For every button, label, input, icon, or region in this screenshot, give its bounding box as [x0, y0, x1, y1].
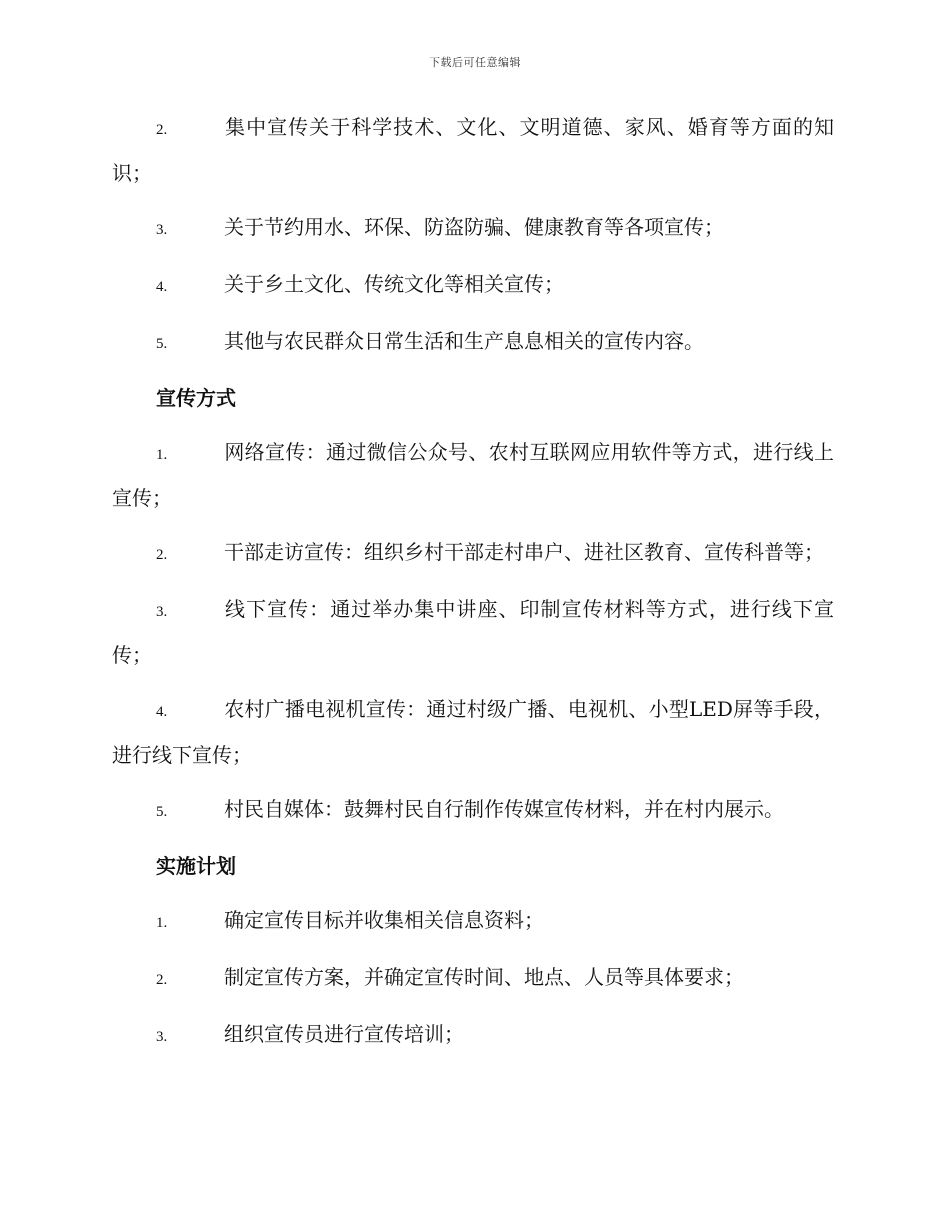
list-number: 2. [156, 972, 168, 988]
list-number: 3. [156, 604, 168, 620]
list-text: 关于乡土文化、传统文化等相关宣传； [224, 272, 564, 296]
list-item [112, 206, 834, 252]
list-item [112, 431, 834, 520]
list-text: 制定宣传方案，并确定宣传时间、地点、人员等具体要求； [224, 965, 744, 989]
list-item [112, 588, 834, 677]
list-number: 3. [156, 222, 168, 238]
list-text: 网络宣传：通过微信公众号、农村互联网应用软件等方式，进行线上宣传； [112, 440, 834, 510]
list-item [112, 788, 834, 834]
list-text: 村民自媒体：鼓舞村民自行制作传媒宣传材料，并在村内展示。 [224, 797, 784, 821]
section-heading-methods: 宣传方式 [156, 386, 236, 410]
list-text: 组织宣传员进行宣传培训； [224, 1022, 464, 1046]
list-item [112, 1013, 834, 1059]
list-item [112, 320, 834, 366]
list-number: 2. [156, 122, 168, 138]
list-text: 集中宣传关于科学技术、文化、文明道德、家风、婚育等方面的知识； [112, 115, 834, 185]
list-number: 1. [156, 915, 168, 931]
list-item [112, 106, 834, 195]
list-number: 2. [156, 547, 168, 563]
page-header: 下载后可任意编辑 [429, 56, 521, 69]
list-number: 3. [156, 1029, 168, 1045]
list-item [112, 531, 834, 577]
list-number: 5. [156, 336, 168, 352]
list-number: 4. [156, 704, 168, 720]
list-text: 关于节约用水、环保、防盗防骗、健康教育等各项宣传； [224, 215, 724, 239]
list-text: 线下宣传：通过举办集中讲座、印制宣传材料等方式，进行线下宣传； [112, 597, 834, 667]
list-item [112, 688, 834, 777]
document-body [112, 106, 834, 1070]
list-text: 其他与农民群众日常生活和生产息息相关的宣传内容。 [224, 329, 704, 353]
list-item [112, 263, 834, 309]
list-number: 5. [156, 804, 168, 820]
list-text: 确定宣传目标并收集相关信息资料； [224, 908, 544, 932]
list-item [112, 899, 834, 945]
list-text: 干部走访宣传：组织乡村干部走村串户、进社区教育、宣传科普等； [224, 540, 824, 564]
list-number: 1. [156, 447, 168, 463]
section-heading-plan: 实施计划 [156, 854, 236, 878]
list-number: 4. [156, 279, 168, 295]
list-text: 农村广播电视机宣传：通过村级广播、电视机、小型LED屏等手段，进行线下宣传； [112, 697, 834, 767]
list-item [112, 956, 834, 1002]
